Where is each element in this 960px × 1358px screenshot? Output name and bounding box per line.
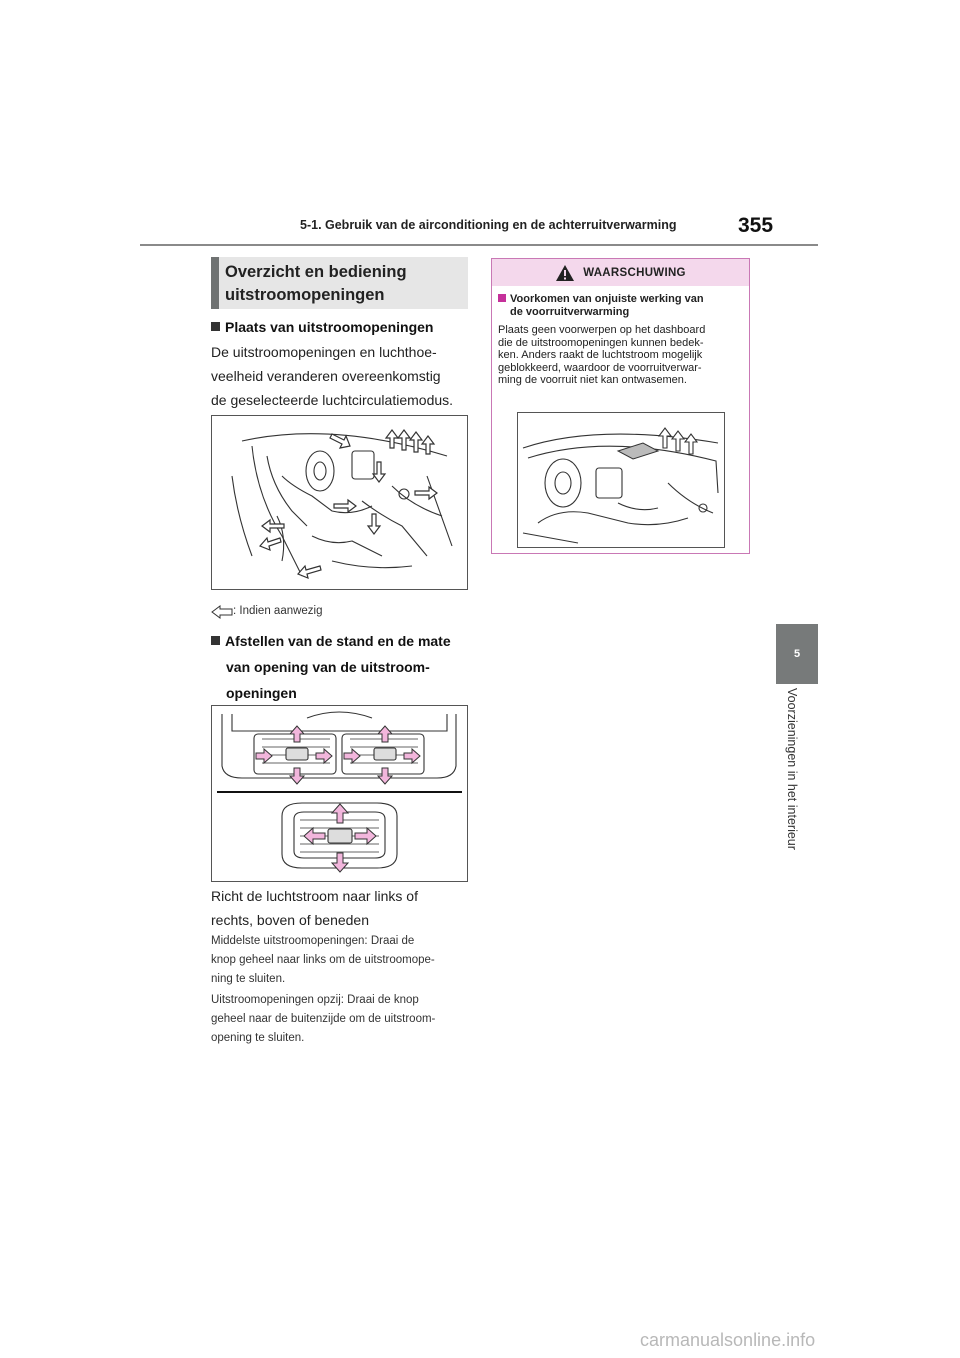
header-divider	[140, 244, 818, 246]
location-heading: Plaats van uitstroomopeningen	[211, 314, 433, 340]
warning-box	[491, 258, 750, 554]
location-body: De uitstroomopeningen en luchthoe- veelheid veranderen overeenkomstig de geselecteerde luchtcirculatiemodus.	[211, 344, 454, 408]
object-on-dashboard	[618, 443, 658, 459]
warning-triangle-icon	[555, 264, 575, 282]
side-vent-note: Uitstroomopeningen opzij: Draai de knop geheel naar de buitenzijde om de uitstroom- opening te sluiten.	[211, 994, 436, 1044]
adjust-body: Richt de luchtstroom naar links of rechts, boven of beneden	[211, 888, 418, 928]
chapter-title-vertical: Voorzieningen in het interieur	[785, 688, 799, 850]
vent-location-figure	[211, 415, 468, 590]
page-number: 355	[738, 214, 774, 237]
square-bullet-icon	[211, 636, 220, 645]
section-title-box	[211, 257, 468, 309]
warning-title: WAARSCHUWING	[583, 266, 686, 279]
square-bullet-icon	[211, 322, 220, 331]
chapter-tab[interactable]	[776, 624, 818, 684]
watermark: carmanualsonline.info	[640, 1330, 816, 1350]
vent-adjust-figure	[211, 705, 468, 882]
legend: : Indien aanwezig	[211, 602, 323, 621]
warning-subheading: Voorkomen van onjuiste werking van de voorruitverwarming	[492, 286, 749, 319]
center-vent-note: Middelste uitstroomopeningen: Draai de knop geheel naar links om de uitstroomope- ning te sluiten.	[211, 935, 435, 985]
warning-header	[492, 259, 749, 286]
running-header: 5-1. Gebruik van de airconditioning en de achterruitverwarming	[300, 218, 677, 232]
warning-body: Plaats geen voorwerpen op het dashboard die de uitstroomopeningen kunnen bedek- ken. Anders raakt de luchtstroom mogelijk geblokkeerd, waardoor de voorruitverwar- ming de voorruit niet kan ontwasemen.	[498, 324, 706, 387]
cabin-interior-illustration	[212, 416, 467, 589]
vent-adjust-illustration	[212, 706, 467, 881]
pink-bullet-icon	[498, 294, 506, 302]
dashboard-warning-figure	[517, 412, 725, 548]
adjust-heading: Afstellen van de stand en de mate van opening van de uitstroom- openingen	[211, 628, 451, 706]
dashboard-illustration	[518, 413, 724, 547]
chapter-number: 5	[793, 648, 801, 660]
optional-arrow-icon	[211, 605, 233, 619]
section-title: Overzicht en bediening uitstroomopeningen	[225, 263, 407, 304]
